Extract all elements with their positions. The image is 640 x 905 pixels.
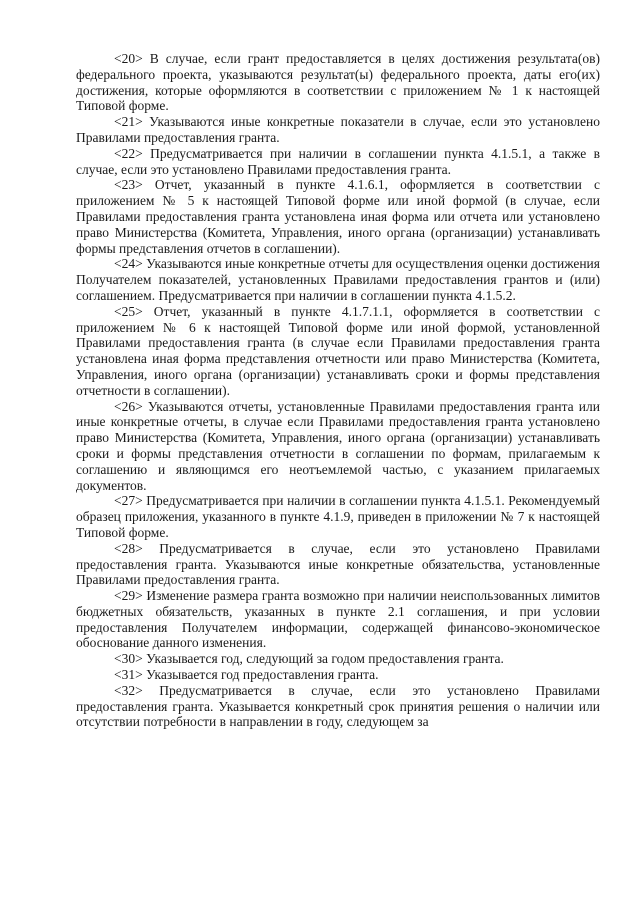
footnote-32: <32> Предусматривается в случае, если это установлено Правилами предоставления гранта. Указывается конкретный срок принятия решения о наличии или отсутствии потребности в направлении в году, следующем за: [76, 682, 600, 730]
footnote-23: <23> Отчет, указанный в пункте 4.1.6.1, оформляется в соответствии с приложением № 5 к настоящей Типовой форме или иной формой (в случае, если Правилами предоставления гранта установлена иная форма или отчета или установлено право Министерства (Комитета, Управления, иного органа (организации) устанавливать формы представления отчетов в соглашении).: [76, 177, 600, 256]
footnote-21: <21> Указываются иные конкретные показатели в случае, если это установлено Правилами предоставления гранта.: [76, 114, 600, 145]
footnote-22: <22> Предусматривается при наличии в соглашении пункта 4.1.5.1, а также в случае, если это установлено Правилами предоставления гранта.: [76, 145, 600, 177]
footnote-27: <27> Предусматривается при наличии в соглашении пункта 4.1.5.1. Рекомендуемый образец приложения, указанного в пункте 4.1.9, приведен в приложении № 7 к настоящей Типовой форме.: [76, 493, 600, 540]
footnote-30: <30> Указывается год, следующий за годом предоставления гранта.: [114, 651, 504, 667]
footnote-20: <20> В случае, если грант предоставляется в целях достижения результата(ов) федерального проекта, указываются результат(ы) федерального проекта, даты его(их) достижения, которые оформляются в соответствии с приложением № 1 к настоящей Типовой форме.: [76, 51, 600, 114]
footnote-29: <29> Изменение размера гранта возможно при наличии неиспользованных лимитов бюджетных обязательств, указанных в пункте 2.1 соглашения, и при условии предоставления Получателем информации, содержащей финансово-экономическое обоснование данного изменения.: [76, 588, 600, 651]
footnote-25: <25> Отчет, указанный в пункте 4.1.7.1.1, оформляется в соответствии с приложением № 6 к настоящей Типовой форме или иной формой, установленной Правилами предоставления гранта (в случае если Правилами предоставления гранта установлена иная форма представления отчетности или право Министерства (Комитета, Управления, иного органа (организации) устанавливать сроки и формы представления отчетности в соглашении).: [76, 303, 600, 398]
footnote-31: <31> Указывается год предоставления гранта.: [114, 667, 379, 683]
footnote-24: <24> Указываются иные конкретные отчеты для осуществления оценки достижения Получателем показателей, установленных Правилами предоставления грантов и (или) соглашением. Предусматривается при наличии в соглашении пункта 4.1.5.2.: [76, 256, 600, 303]
document-body: [76, 51, 600, 905]
footnote-28: <28> Предусматривается в случае, если это установлено Правилами предоставления гранта. Указываются иные конкретные обязательства, установленные Правилами предоставления гранта.: [76, 540, 600, 588]
footnote-26: <26> Указываются отчеты, установленные Правилами предоставления гранта или иные конкретные отчеты, в случае если Правилами предоставления гранта установлено право Министерства (Комитета, Управления, иного органа (организации) устанавливать сроки и формы представления отчетности в соглашении по формам, прилагаемым к соглашению и являющимся его неотъемлемой частью, с указанием прилагаемых документов.: [76, 398, 600, 493]
